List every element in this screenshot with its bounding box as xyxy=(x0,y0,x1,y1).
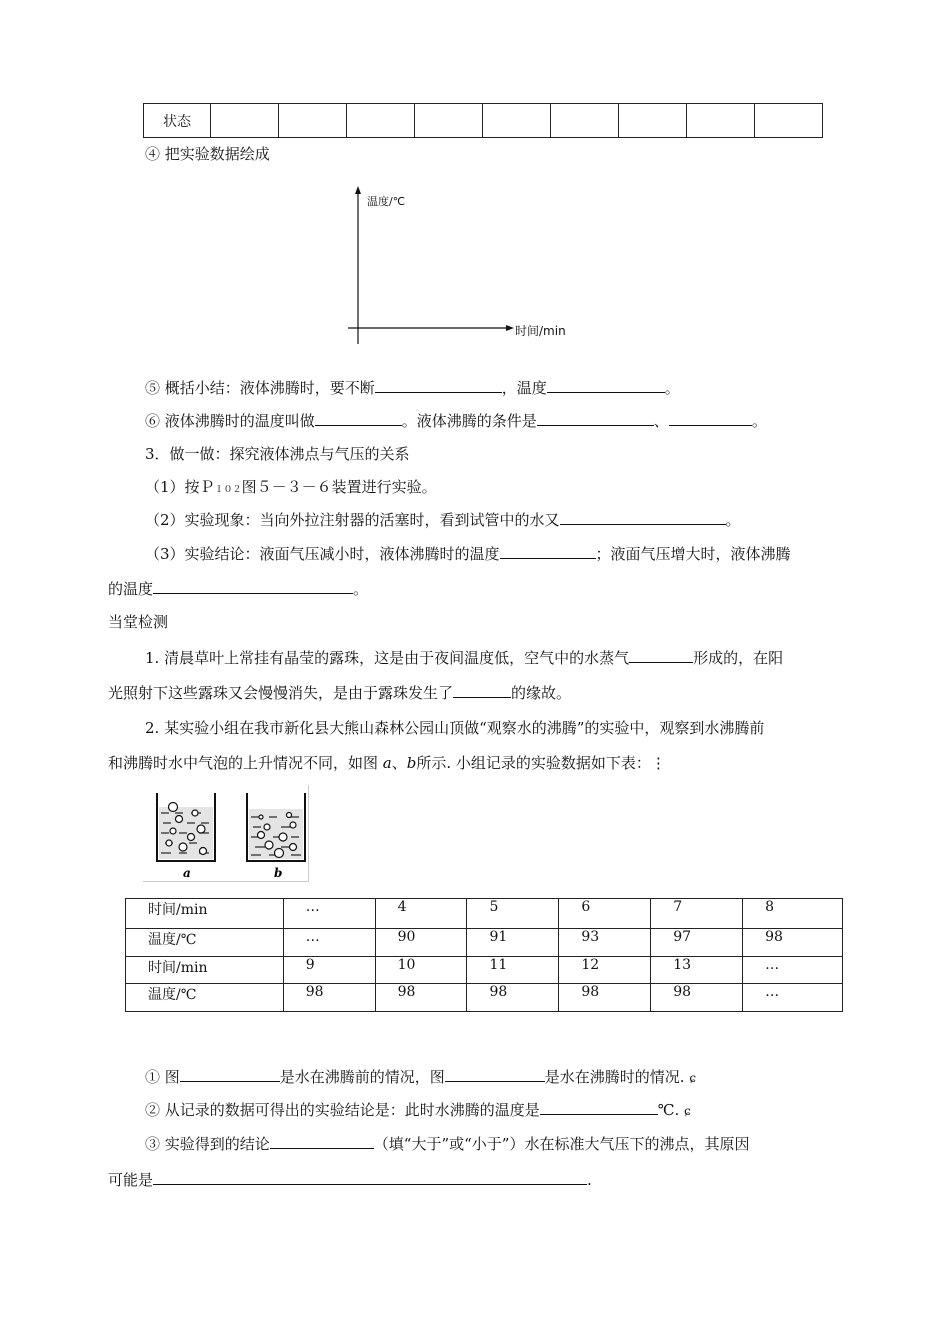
data-cell: 11 xyxy=(467,957,559,984)
data-cell: 12 xyxy=(559,957,651,984)
state-cell[interactable] xyxy=(347,104,415,138)
figure-label-a: a xyxy=(183,866,191,880)
answer-blank[interactable] xyxy=(560,510,726,525)
answer3-line2: 可能是 . xyxy=(108,1171,592,1189)
data-cell: 98 xyxy=(467,984,559,1012)
data-cell: 98 xyxy=(283,984,375,1012)
data-cell: … xyxy=(283,899,375,929)
answer-blank[interactable] xyxy=(153,579,353,594)
state-cell[interactable] xyxy=(687,104,755,138)
answer-blank[interactable] xyxy=(315,411,402,426)
answer-blank[interactable] xyxy=(500,544,596,559)
beakers-illustration xyxy=(143,785,308,881)
answer-blank[interactable] xyxy=(180,1067,280,1082)
answer-blank[interactable] xyxy=(445,1067,545,1082)
x-axis-label: 时间/min xyxy=(515,324,566,338)
question1-line1: 1. 清晨草叶上常挂有晶莹的露珠，这是由于夜间温度低，空气中的水蒸气 形成的，在阳 xyxy=(145,649,784,667)
question2-line1: 2. 某实验小组在我市新化县大熊山森林公园山顶做“观察水的沸腾”的实验中，观察到水沸腾前 xyxy=(145,719,765,737)
data-cell: 93 xyxy=(559,929,651,957)
data-cell: 98 xyxy=(651,984,743,1012)
answer3-line1: ③ 实验得到的结论 （填“大于”或“小于”）水在标准大气压下的沸点，其原因 xyxy=(145,1135,750,1153)
boiling-data-table xyxy=(125,898,843,1012)
table-row xyxy=(126,929,843,957)
section3-item3: （3）实验结论：液面气压减小时，液体沸腾时的温度 ；液面气压增大时，液体沸腾 xyxy=(145,545,791,563)
data-cell: 98 xyxy=(743,929,843,957)
step6-line: ⑥ 液体沸腾时的温度叫做 。液体沸腾的条件是 、 。 xyxy=(145,412,767,430)
data-cell: 7 xyxy=(651,899,743,929)
section3-item3-cont: 的温度 。 xyxy=(108,580,369,598)
beaker-b xyxy=(247,793,305,861)
beaker-figure xyxy=(143,785,309,882)
answer-blank[interactable] xyxy=(153,1170,587,1185)
data-cell: 5 xyxy=(467,899,559,929)
answer-blank[interactable] xyxy=(669,411,752,426)
state-cell[interactable] xyxy=(279,104,347,138)
answer2-line: ② 从记录的数据可得出的实验结论是：此时水沸腾的温度是 ℃. ɕ xyxy=(145,1101,691,1119)
row-header-cell: 温度/℃ xyxy=(126,984,284,1012)
section3-title: 3．做一做：探究液体沸点与气压的关系 xyxy=(145,445,410,463)
state-cell[interactable] xyxy=(551,104,619,138)
data-cell: 4 xyxy=(375,899,467,929)
state-cell[interactable] xyxy=(619,104,687,138)
data-cell: 98 xyxy=(375,984,467,1012)
table-row xyxy=(126,957,843,984)
mouse-glyph-icon: ɕ xyxy=(689,1071,697,1085)
state-label: 状态 xyxy=(144,104,211,138)
data-cell: … xyxy=(743,957,843,984)
data-cell: 98 xyxy=(559,984,651,1012)
data-cell: 91 xyxy=(467,929,559,957)
data-cell: 97 xyxy=(651,929,743,957)
question1-line2: 光照射下这些露珠又会慢慢消失，是由于露珠发生了 的缘故。 xyxy=(108,684,572,702)
state-cell[interactable] xyxy=(211,104,279,138)
check-title: 当堂检测 xyxy=(108,613,169,631)
data-cell: … xyxy=(743,984,843,1012)
y-axis-label: 温度/℃ xyxy=(367,195,406,208)
data-cell: 6 xyxy=(559,899,651,929)
table-row xyxy=(126,899,843,929)
answer-blank[interactable] xyxy=(540,1100,658,1115)
data-cell: 9 xyxy=(283,957,375,984)
figure-label-b: b xyxy=(274,866,283,880)
data-cell: 90 xyxy=(375,929,467,957)
state-table xyxy=(143,103,823,138)
answer-blank[interactable] xyxy=(629,648,693,663)
answer-blank[interactable] xyxy=(537,411,654,426)
data-cell: 13 xyxy=(651,957,743,984)
answer-blank[interactable] xyxy=(375,378,502,393)
state-cell[interactable] xyxy=(415,104,483,138)
beaker-a xyxy=(157,793,215,861)
answer-blank[interactable] xyxy=(453,683,511,698)
mouse-glyph-icon: ɕ xyxy=(684,1104,691,1118)
row-header-cell: 时间/min xyxy=(126,957,284,984)
step4-text: ④ 把实验数据绘成 xyxy=(145,145,270,163)
state-cell[interactable] xyxy=(483,104,551,138)
question2-line2: 和沸腾时水中气泡的上升情况不同，如图 a、b所示. 小组记录的实验数据如下表：⋮ xyxy=(108,754,666,772)
data-cell: 8 xyxy=(743,899,843,929)
row-header-cell: 温度/℃ xyxy=(126,929,284,957)
answer1-line: ① 图 是水在沸腾前的情况，图 是水在沸腾时的情况. ɕ xyxy=(145,1068,697,1086)
answer-blank[interactable] xyxy=(270,1134,374,1149)
data-cell: 10 xyxy=(375,957,467,984)
section3-item2: （2）实验现象：当向外拉注射器的活塞时，看到试管中的水又 。 xyxy=(145,511,741,529)
step5-line: ⑤ 概括小结：液体沸腾时，要不断 ，温度 。 xyxy=(145,379,680,397)
answer-blank[interactable] xyxy=(547,378,665,393)
section3-item1: （1）按Ｐ１０２图５－３－６装置进行实验。 xyxy=(145,478,437,496)
state-cell[interactable] xyxy=(755,104,823,138)
table-row xyxy=(126,984,843,1012)
data-cell: … xyxy=(283,929,375,957)
row-header-cell: 时间/min xyxy=(126,899,284,929)
